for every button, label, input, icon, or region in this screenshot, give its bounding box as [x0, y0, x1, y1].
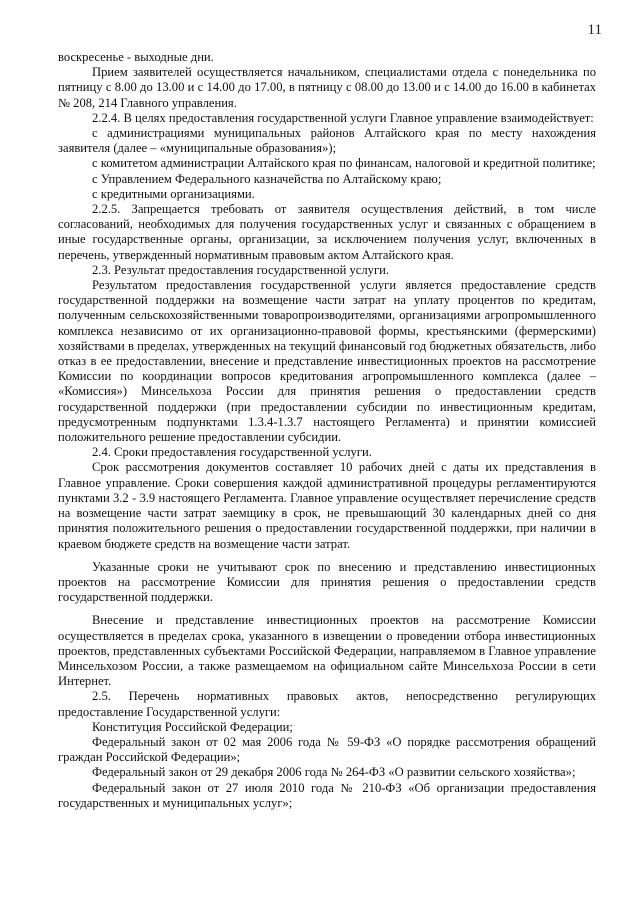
paragraph: Результатом предоставления государственной услуги является предоставление средств государственной поддержки на возмещение части затрат на уплату процентов по кредитам, полученным сельскохозяйственными товаропроизводителями, организациями агропромышленного комплекса независимо от их организационно-правовой формы, крестьянскими (фермерскими) хозяйствами в пределах, утвержденных на текущий финансовый год бюджетных обязательств, либо отказ в ее предоставлении, внесение и представление инвестиционных проектов на рассмотрение Комиссии по координации вопросов кредитования агропромышленного комплекса (далее – «Комиссия») Минсельхоза России для принятия решения о предоставлении средств государственной поддержки (при предоставлении субсидии по инвестиционным кредитам, предусмотренным подпунктами 1.3.4-1.3.7 настоящего Регламента) и принятии комиссией положительного решение предоставлении субсидии. [58, 278, 596, 445]
paragraph: 2.2.4. В целях предоставления государственной услуги Главное управление взаимодействует: [92, 110, 594, 125]
paragraph: Федеральный закон от 29 декабря 2006 года № 264-ФЗ «О развитии сельского хозяйства»; [92, 765, 576, 780]
paragraph: 2.3. Результат предоставления государственной услуги. [92, 262, 390, 277]
paragraph: Конституция Российской Федерации; [92, 719, 293, 734]
paragraph: с кредитными организациями. [92, 186, 255, 201]
paragraph: 2.5. Перечень нормативных правовых актов, непосредственно регулирующих предоставление Государственной услуги: [58, 689, 596, 719]
paragraph: с комитетом администрации Алтайского края по финансам, налоговой и кредитной политике; [92, 156, 596, 171]
paragraph: воскресенье - выходные дни. [58, 50, 214, 64]
paragraph: 2.4. Сроки предоставления государственной услуги. [92, 445, 372, 460]
paragraph: Срок рассмотрения документов составляет 10 рабочих дней с даты их представления в Главное управление. Сроки совершения каждой административной процедуры регламентируются пунктами 3.2 - 3.9 настоящего Регламента. Главное управление осуществляет перечисление средств на возмещение части затрат заемщику в срок, не превышающий 30 календарных дней со дня принятия положительного решения о предоставлении государственной поддержки, при наличии в краевом бюджете средств на возмещение части затрат. [58, 460, 596, 551]
paragraph: Внесение и представление инвестиционных проектов на рассмотрение Комиссии осуществляется в пределах срока, указанного в извещении о проведении отбора инвестиционных проектов, представленных субъектами Российской Федерации, направляемом в Главное управление Минсельхозом России, а также размещаемом на официальном сайте Минсельхоза России в сети Интернет. [58, 613, 596, 689]
paragraph: с администрациями муниципальных районов Алтайского края по месту нахождения заявителя (далее – «муниципальные образования»); [58, 126, 596, 156]
paragraph: Указанные сроки не учитывают срок по внесению и представлению инвестиционных проектов на рассмотрение Комиссии для принятия решения о предоставлении средств государственной поддержки. [58, 559, 596, 605]
paragraph: 2.2.5. Запрещается требовать от заявителя осуществления действий, в том числе согласований, необходимых для получения государственных услуг и связанных с обращением в иные государственные органы, организации, за исключением получения услуг, включенных в перечень, утвержденный нормативным правовым актом Алтайского края. [58, 202, 596, 262]
paragraph: Федеральный закон от 27 июля 2010 года № 210-ФЗ «Об организации предоставления государственных и муниципальных услуг»; [58, 780, 596, 810]
paragraph: с Управлением Федерального казначейства по Алтайскому краю; [92, 171, 442, 186]
paragraph: Прием заявителей осуществляется начальником, специалистами отдела с понедельника по пятницу с 8.00 до 13.00 и с 14.00 до 17.00, в пятницу с 08.00 до 13.00 и с 14.00 до 16.00 в кабинетах № 208, 214 Главного управления. [58, 65, 596, 110]
page-number: 11 [587, 22, 602, 38]
document-body [58, 50, 596, 811]
paragraph: Федеральный закон от 02 мая 2006 года № 59-ФЗ «О порядке рассмотрения обращений граждан Российской Федерации»; [58, 734, 596, 765]
